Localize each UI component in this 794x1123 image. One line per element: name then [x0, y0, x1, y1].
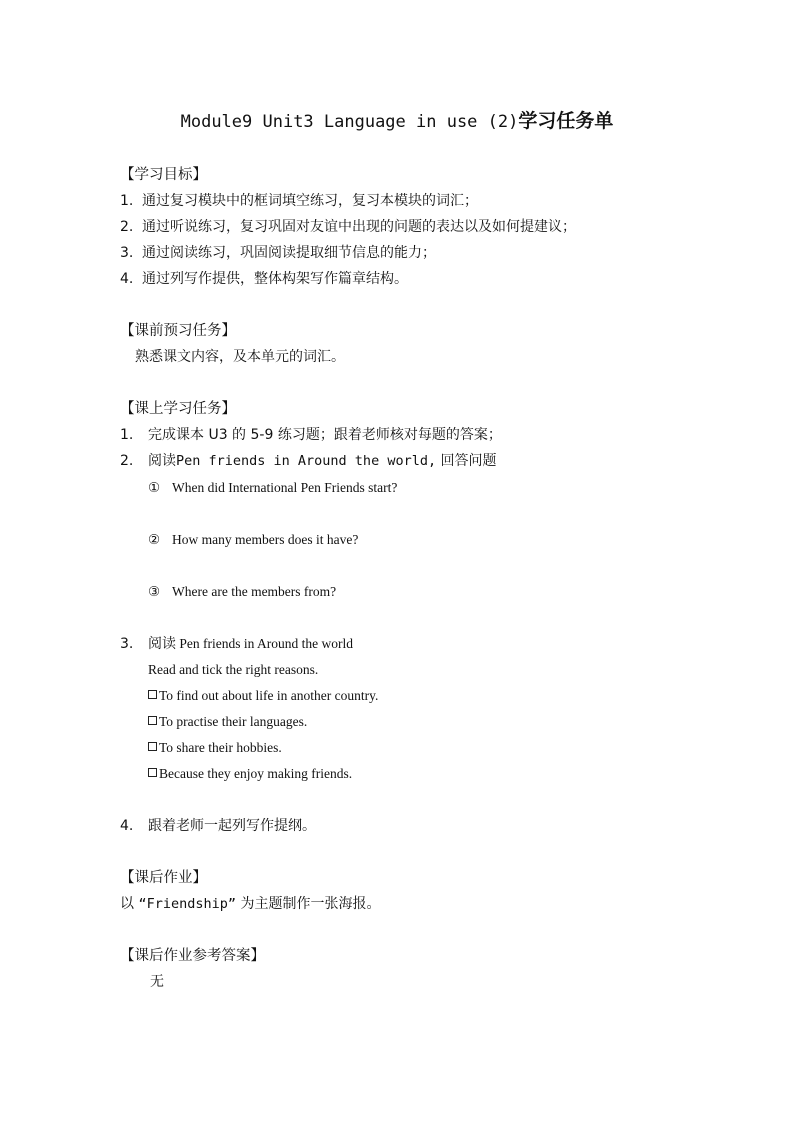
checkbox-icon[interactable] [148, 742, 157, 751]
title-chinese: 学习任务单 [518, 110, 614, 132]
goal-item: 2. 通过听说练习，复习巩固对友谊中出现的问题的表达以及如何提建议； [120, 219, 576, 235]
goal-item: 3. 通过阅读练习，巩固阅读提取细节信息的能力； [120, 245, 436, 261]
title-english: Module9 Unit3 Language in use (2) [180, 112, 519, 132]
goals-heading: 【学习目标】 [120, 167, 207, 183]
answers-heading: 【课后作业参考答案】 [120, 948, 265, 964]
inclass-heading: 【课上学习任务】 [120, 401, 236, 417]
task-4: 4. 跟着老师一起列写作提纲。 [120, 818, 316, 834]
preview-heading: 【课前预习任务】 [120, 323, 236, 339]
task-1: 1. 完成课本 U3 的 5-9 练习题；跟着老师核对每题的答案； [120, 427, 502, 443]
homework-heading: 【课后作业】 [120, 870, 207, 886]
reason-option: To practise their languages. [148, 712, 307, 732]
task-2: 2. 阅读Pen friends in Around the world, 回答问题 [120, 453, 497, 469]
answers-text: 无 [150, 974, 164, 990]
task-3: 3. 阅读 Pen friends in Around the world [120, 636, 353, 652]
checkbox-icon[interactable] [148, 768, 157, 777]
goal-item: 1. 通过复习模块中的框词填空练习，复习本模块的词汇； [120, 193, 478, 209]
page-title [0, 106, 794, 133]
homework-text: 以 “Friendship” 为主题制作一张海报。 [120, 896, 381, 912]
preview-text: 熟悉课文内容，及本单元的词汇。 [135, 349, 345, 365]
question-2: ② How many members does it have? [148, 532, 359, 547]
task-3-instruction: Read and tick the right reasons. [148, 662, 319, 677]
question-3: ③ Where are the members from? [148, 584, 337, 599]
goal-item: 4. 通过列写作提供，整体构架写作篇章结构。 [120, 271, 408, 287]
checkbox-icon[interactable] [148, 690, 157, 699]
question-1: ① When did International Pen Friends start? [148, 480, 398, 495]
reason-option: To find out about life in another country. [148, 686, 378, 706]
reason-option: To share their hobbies. [148, 738, 282, 758]
checkbox-icon[interactable] [148, 716, 157, 725]
reason-option: Because they enjoy making friends. [148, 764, 352, 784]
